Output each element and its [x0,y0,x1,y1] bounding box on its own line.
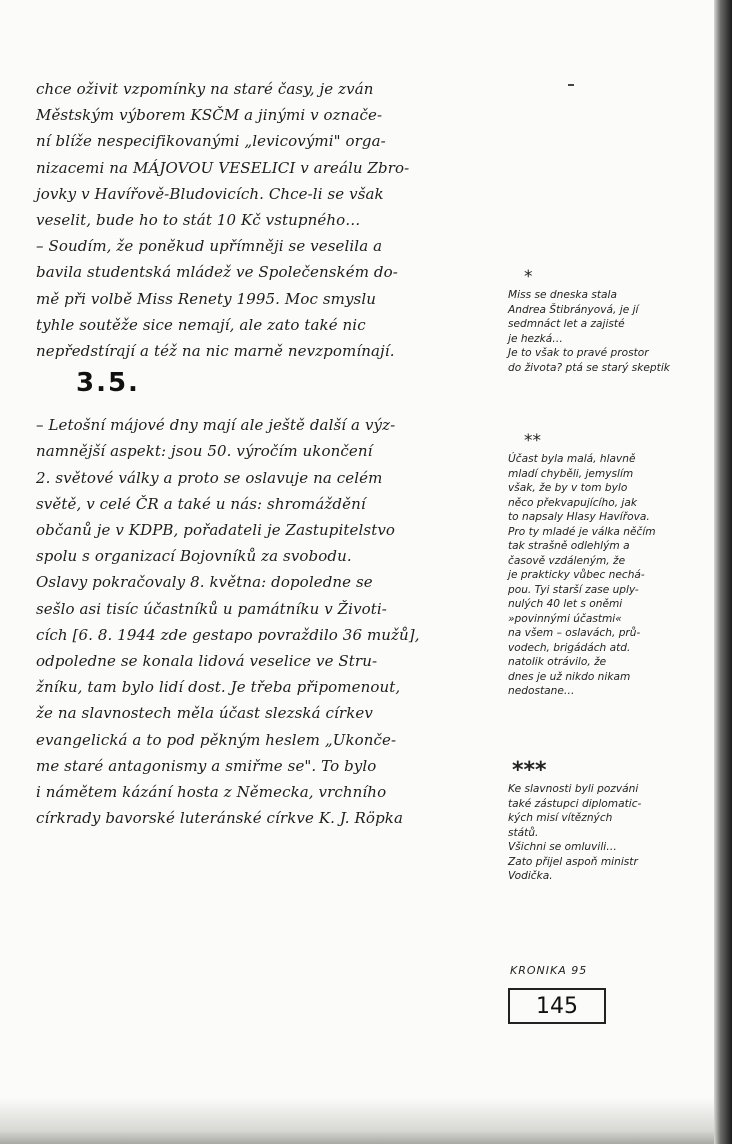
margin-note-3 [508,760,694,884]
note-line: Pro ty mladé je válka něčím [508,525,656,538]
text-line: občanů je v KDPB, pořadateli je Zastupitelstvo [36,521,396,540]
margin-note-1 [508,266,694,375]
note-line: časově vzdáleným, že [508,554,626,567]
note-line: Účast byla malá, hlavně [508,453,636,465]
text-line: bavila studentská mládež ve Společenském do- [36,263,398,282]
note-line: natolik otrávilo, že [508,656,607,668]
text-line: světě, v celé ČR a také u nás: shromáždění [36,494,366,513]
text-line: církrady bavorské luteránské církve K. J. Röpka [36,809,403,828]
note-line: států. [508,826,539,839]
text-line: me staré antagonismy a smiřme se". To bylo [36,756,377,775]
text-line: – Letošní májové dny mají ale ještě další a výz- [36,416,396,435]
note-line: do života? ptá se starý skeptik [508,361,670,374]
text-line: veselit, bude ho to stát 10 Kč vstupného… [36,211,361,230]
section-number: 3.5. [76,368,140,399]
note-line: Miss se dneska stala [508,289,617,301]
note-line: Zato přijel aspoň ministr [508,855,638,868]
note-line: Je to však to pravé prostor [508,347,649,359]
text-line: chce oživit vzpomínky na staré časy, je zván [36,80,374,98]
note-line: Andrea Štibrányová, je jí [508,303,639,316]
note-line: nulých 40 let s oněmi [508,598,623,610]
text-line: žníku, tam bylo lidí dost. Je třeba připomenout, [36,678,401,697]
note-line: na všem – oslavách, prů- [508,627,641,639]
note-line: také zástupci diplomatic- [508,797,642,810]
text-line: sešlo asi tisíc účastníků u památníku v Životi- [36,599,387,618]
text-line: cích [6. 8. 1944 zde gestapo povraždilo 36 mužů], [36,625,420,644]
note-line: dnes je už nikdo nikam [508,670,631,683]
note-line: vodech, brigádách atd. [508,641,631,654]
text-line: namnější aspekt: jsou 50. výročím ukončení [36,442,373,461]
note-line: je prakticky vůbec nechá- [508,569,645,581]
note-line: Ke slavnosti byli pozváni [508,783,639,795]
note-line: pou. Tyi starší zase uply- [508,583,639,596]
text-line: mě při volbě Miss Renety 1995. Moc smyslu [36,289,376,308]
note-line: nedostane… [508,685,575,697]
text-line: evangelická a to pod pěkným heslem „Ukonče- [36,730,397,749]
text-line: 2. světové války a proto se oslavuje na celém [36,468,383,487]
book-binding-edge [714,0,732,1144]
text-line: jovky v Havířově-Bludovicích. Chce-li se však [36,184,384,203]
page-bottom-shadow [0,1098,714,1144]
text-line: – Soudím, že poněkud upřímněji se veselila a [36,237,383,256]
text-line: ní blíže nespecifikovanými „levicovými" orga- [36,132,386,151]
text-line: Oslavy pokračovaly 8. května: dopoledne se [36,573,373,592]
page-number-box [508,988,606,1024]
text-line: nepředstírají a též na nic marně nevzpomínají. [36,342,395,361]
note-line: kých misí vítězných [508,812,613,824]
note-line: je hezká… [508,332,563,345]
asterisk-mark: *** [512,758,547,783]
note-line: mladí chyběli, jemyslím [508,467,634,480]
text-line: spolu s organizací Bojovníků za svobodu. [36,547,352,566]
text-line: že na slavnostech měla účast slezská církev [36,704,373,723]
section-heading-line [36,364,498,412]
text-line: odpoledne se konala lidová veselice ve Stru- [36,652,378,671]
asterisk-mark: ** [524,431,541,451]
note-line: Všichni se omluvili… [508,841,617,853]
note-line: tak strašně odlehlým a [508,540,630,552]
text-line: tyhle soutěže sice nemají, ale zato také nic [36,315,366,334]
page-number: 145 [536,993,578,1019]
asterisk-mark: * [524,267,533,287]
note-line: »povinnými účastmi« [508,612,622,625]
note-line: to napsaly Hlasy Havířova. [508,511,650,523]
main-text-column [36,76,498,831]
note-line: Vodička. [508,870,553,882]
text-line: nizacemi na MÁJOVOU VESELICI v areálu Zbro- [36,158,410,177]
chronicle-label: KRONIKA 95 [510,964,588,977]
note-line: však, že by v tom bylo [508,482,628,494]
margin-note-2 [508,430,694,699]
stray-mark [568,84,574,86]
text-line: i námětem kázání hosta z Německa, vrchního [36,783,387,802]
text-line: Městským výborem KSČM a jinými v označe- [36,106,383,125]
note-line: něco překvapujícího, jak [508,496,637,509]
note-line: sedmnáct let a zajisté [508,318,625,330]
